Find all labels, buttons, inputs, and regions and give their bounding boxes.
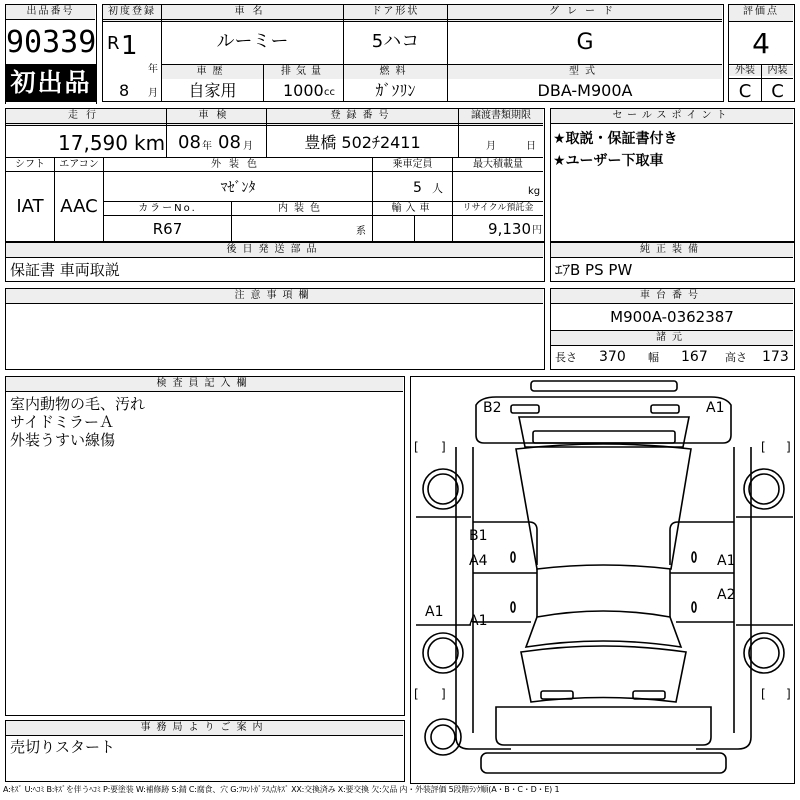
width-label: 幅 — [648, 351, 659, 364]
first-reg-label: 初度登録 — [103, 5, 161, 20]
interior-grade: C — [771, 81, 784, 102]
displacement: 1000 — [283, 81, 324, 100]
legend-footer: A:ｷｽﾞ U:ﾍｺﾐ B:ｷｽﾞを伴うﾍｺﾐ P:要塗装 W:補修跡 S:錆 C:腐食、穴 G:ﾌﾛﾝﾄｶﾞﾗｽ点ｷｽﾞ XX:交換済み X:要交換 欠:欠品 内・外装評価 5段階ﾗﾝｸ順(A・B・C・D・E) 1 — [3, 785, 560, 794]
displacement-label: 排気量 — [264, 65, 343, 79]
door-label: ドア形状 — [344, 5, 447, 20]
interior-label: 内装 — [762, 66, 793, 76]
capacity-unit: 人 — [432, 182, 443, 195]
chassis-box — [550, 288, 795, 370]
capacity: 5 — [413, 180, 422, 196]
parts: 保証書 車両取説 — [10, 261, 120, 279]
inspector-label: 検査員記入欄 — [6, 377, 403, 392]
mileage-unit: km — [134, 131, 166, 155]
car-outline — [411, 377, 795, 784]
inspection-month-unit: 月 — [243, 141, 253, 152]
equipment: ｴｱB PS PW — [555, 261, 633, 279]
mark-left-front-door: A1 — [469, 613, 488, 629]
bracket-6: ] — [441, 687, 446, 701]
mark-left-rear-door-top: B1 — [469, 528, 488, 544]
plate-label: 登録番号 — [267, 109, 458, 124]
equipment-label: 純正装備 — [551, 243, 793, 258]
notes-label: 注意事項欄 — [6, 289, 543, 304]
bracket-4: ] — [786, 440, 791, 454]
sales-point-1: ★取説・保証書付き — [553, 131, 678, 147]
parts-label: 後日発送部品 — [6, 243, 543, 258]
import-label: 輸入車 — [391, 203, 434, 214]
dims-label: 諸元 — [551, 330, 793, 346]
model-label: 型式 — [448, 65, 722, 79]
vehicle-info-table — [102, 4, 724, 102]
bracket-8: ] — [786, 687, 791, 701]
inspector-note-1: 室内動物の毛、汚れ — [10, 395, 146, 413]
recycle-fee: 9,130 — [488, 220, 531, 238]
year-unit: 年 — [148, 64, 158, 75]
transfer-month-unit: 月 — [486, 141, 496, 152]
shift: IAT — [16, 196, 44, 217]
recycle-label: リサイクル預託金 — [462, 203, 534, 213]
notes-box — [5, 288, 545, 370]
mark-left-rear-door: A4 — [469, 553, 488, 569]
int-color-label: 内装色 — [278, 203, 326, 214]
office-label: 事務局よりご案内 — [6, 721, 403, 736]
chassis-number: M900A-0362387 — [610, 308, 734, 326]
mark-left-quarter: A1 — [425, 604, 444, 620]
history-label: 車歴 — [162, 65, 263, 79]
exterior-label: 外装 — [729, 66, 761, 76]
mark-right-rear-door: A1 — [717, 553, 736, 569]
first-reg-year: 1 — [121, 31, 138, 61]
car-name-label: 車名 — [162, 5, 343, 20]
grade-label: グレード — [448, 5, 722, 20]
bracket-2: ] — [441, 440, 446, 454]
office-box — [5, 720, 405, 782]
door-type: 5ハコ — [371, 31, 420, 52]
ext-color: ﾏｾﾞﾝﾀ — [220, 180, 256, 196]
transfer-day-unit: 日 — [526, 141, 536, 152]
history: 自家用 — [188, 81, 237, 100]
int-color-unit: 系 — [356, 226, 366, 237]
mileage-label: 走行 — [6, 109, 166, 124]
sales-point-2: ★ユーザー下取車 — [553, 153, 664, 169]
ac: AAC — [60, 196, 98, 217]
car-name: ルーミー — [216, 31, 289, 52]
mark-right-front-door: A2 — [717, 587, 736, 603]
transfer-label: 譲渡書類期限 — [459, 109, 543, 124]
inspection-label: 車検 — [167, 109, 266, 124]
grade: G — [576, 30, 594, 55]
inspector-box — [5, 376, 405, 716]
chassis-label: 車台番号 — [551, 289, 793, 304]
score-label: 評価点 — [729, 5, 793, 22]
inspection-year: 08 — [178, 132, 201, 153]
inspector-note-3: 外装うすい線傷 — [10, 431, 116, 449]
era: R — [107, 33, 120, 54]
shift-label: シフト — [15, 159, 45, 170]
lot-number-label: 出品番号 — [6, 5, 95, 20]
height-label: 高さ — [725, 351, 747, 364]
sales-points-label: セールスポイント — [551, 109, 793, 124]
mark-rear-right: A1 — [706, 400, 725, 416]
inspector-note-2: サイドミラーＡ — [10, 413, 114, 431]
load-unit: kg — [528, 186, 541, 197]
height: 173 — [762, 349, 789, 365]
bracket-3: [ — [761, 440, 766, 454]
mark-rear-left: B2 — [483, 400, 502, 416]
details-table — [5, 108, 545, 242]
fuel: ｶﾞｿﾘﾝ — [375, 81, 416, 100]
plate-number: 豊橋 502ﾁ2411 — [304, 133, 421, 152]
mileage: 17,590 — [58, 131, 128, 155]
office-text: 売切りスタート — [10, 738, 116, 756]
parts-box — [5, 242, 545, 282]
equipment-box — [550, 242, 795, 282]
bracket-5: [ — [414, 687, 419, 701]
capacity-label: 乗車定員 — [392, 159, 433, 170]
sales-points-box — [550, 108, 795, 242]
month-unit: 月 — [148, 88, 158, 99]
lot-number: 90339 — [6, 25, 97, 60]
length: 370 — [599, 349, 626, 365]
ac-label: エアコン — [59, 159, 99, 170]
score: 4 — [752, 27, 770, 60]
inspection-year-unit: 年 — [202, 141, 212, 152]
inspection-month: 08 — [218, 132, 241, 153]
model: DBA-M900A — [537, 81, 633, 100]
displacement-unit: cc — [324, 87, 335, 98]
load-label: 最大積載量 — [473, 159, 523, 170]
first-reg-month: 8 — [119, 81, 130, 100]
exterior-grade: C — [738, 81, 752, 102]
first-listing-badge: 初出品 — [5, 64, 97, 102]
recycle-unit: 円 — [532, 225, 542, 236]
color-no-label: カラーNo. — [138, 203, 197, 214]
damage-diagram — [410, 376, 795, 784]
color-no: R67 — [152, 220, 183, 238]
fuel-label: 燃料 — [344, 65, 447, 79]
length-label: 長さ — [555, 351, 577, 364]
score-box — [728, 4, 795, 102]
bracket-1: [ — [414, 440, 419, 454]
ext-color-label: 外装色 — [211, 159, 265, 170]
bracket-7: [ — [761, 687, 766, 701]
width: 167 — [681, 349, 708, 365]
